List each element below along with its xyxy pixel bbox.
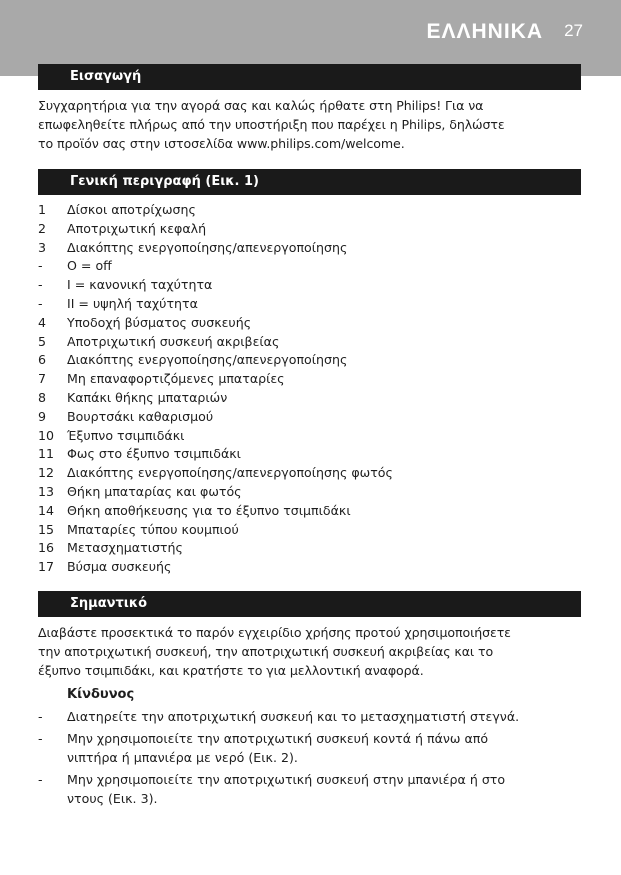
list-item <box>38 276 583 295</box>
warning-line: Διατηρείτε την αποτριχωτική συσκευή και το μετασχηματιστή στεγνά. <box>67 709 520 724</box>
important-line: έξυπνο τσιμπιδάκι, και κρατήστε το για μελλοντική αναφορά. <box>38 663 424 678</box>
item-text: Έξυπνο τσιμπιδάκι <box>67 427 185 443</box>
item-number: - <box>38 295 43 311</box>
item-text: Μπαταρίες τύπου κουμπιού <box>67 521 239 537</box>
item-number: - <box>38 277 43 293</box>
item-text: Καπάκι θήκης μπαταριών <box>67 389 228 405</box>
item-text: Αποτριχωτική κεφαλή <box>67 220 207 236</box>
list-item <box>38 770 583 808</box>
item-number: 1 <box>38 202 47 217</box>
item-text: Φως στο έξυπνο τσιμπιδάκι <box>67 446 241 462</box>
item-text: Δίσκοι αποτρίχωσης <box>67 202 196 217</box>
list-item <box>38 729 583 767</box>
item-number: 7 <box>38 371 47 387</box>
list-item <box>38 220 583 239</box>
item-number: 4 <box>38 314 47 330</box>
list-item <box>38 333 583 352</box>
item-text: I = κανονική ταχύτητα <box>67 277 213 293</box>
item-number: 13 <box>38 483 55 499</box>
item-text: Υποδοχή βύσματος συσκευής <box>67 314 252 330</box>
parts-list <box>38 201 583 577</box>
intro-line: το προϊόν σας στην ιστοσελίδα www.philips.com/welcome. <box>38 136 405 151</box>
item-number: 14 <box>38 502 55 518</box>
list-item <box>38 314 583 333</box>
section-heading-important: Σημαντικό <box>38 591 581 617</box>
item-number: 16 <box>38 540 55 556</box>
list-item <box>38 370 583 389</box>
list-item <box>38 502 583 521</box>
list-item <box>38 539 583 558</box>
list-item <box>38 521 583 540</box>
list-item <box>38 389 583 408</box>
item-text: O = off <box>67 258 112 274</box>
item-text: Βύσμα συσκευής <box>67 559 172 575</box>
intro-line: Συγχαρητήρια για την αγορά σας και καλώς ήρθατε στη Philips! Για να <box>38 98 484 113</box>
warning-line: Μην χρησιμοποιείτε την αποτριχωτική συσκευή στην μπανιέρα ή στο <box>67 772 506 787</box>
item-number: 15 <box>38 521 55 537</box>
list-item <box>38 483 583 502</box>
section-heading-general: Γενική περιγραφή (Εικ. 1) <box>38 169 581 195</box>
item-text: Θήκη μπαταρίας και φωτός <box>67 483 242 499</box>
list-item <box>38 351 583 370</box>
item-number: 9 <box>38 408 47 424</box>
important-paragraph <box>38 623 583 680</box>
list-item <box>38 408 583 427</box>
list-item <box>38 239 583 258</box>
danger-list <box>38 707 583 811</box>
item-number: 12 <box>38 465 55 481</box>
item-number: 10 <box>38 427 55 443</box>
item-text: Διακόπτης ενεργοποίησης/απενεργοποίησης <box>67 239 348 255</box>
list-item <box>38 201 583 220</box>
item-text: Μη επαναφορτιζόμενες μπαταρίες <box>67 371 285 387</box>
item-number: 17 <box>38 559 55 575</box>
bullet-dash: - <box>38 772 43 787</box>
item-number: 8 <box>38 389 47 405</box>
bullet-dash: - <box>38 731 43 746</box>
list-item <box>38 464 583 483</box>
item-number: 5 <box>38 333 47 349</box>
item-number: 11 <box>38 446 55 462</box>
list-item <box>38 257 583 276</box>
intro-line: επωφεληθείτε πλήρως από την υποστήριξη που παρέχει η Philips, δηλώστε <box>38 117 505 132</box>
bullet-dash: - <box>38 709 43 724</box>
warning-line: νιπτήρα ή μπανιέρα με νερό (Εικ. 2). <box>67 750 298 765</box>
section-heading-intro: Εισαγωγή <box>38 64 581 90</box>
item-text: Θήκη αποθήκευσης για το έξυπνο τσιμπιδάκι <box>67 502 351 518</box>
item-text: Βουρτσάκι καθαρισμού <box>67 408 214 424</box>
item-text: Διακόπτης ενεργοποίησης/απενεργοποίησης φωτός <box>67 465 393 481</box>
list-item <box>38 558 583 577</box>
important-line: την αποτριχωτική συσκευή, την αποτριχωτική συσκευή ακριβείας και το <box>38 644 494 659</box>
item-number: 6 <box>38 352 47 368</box>
item-text: Αποτριχωτική συσκευή ακριβείας <box>67 333 280 349</box>
list-item <box>38 445 583 464</box>
warning-line: ντους (Εικ. 3). <box>67 791 158 806</box>
item-number: - <box>38 258 43 274</box>
item-text: Διακόπτης ενεργοποίησης/απενεργοποίησης <box>67 352 348 368</box>
item-number: 3 <box>38 239 47 255</box>
list-item <box>38 427 583 446</box>
important-line: Διαβάστε προσεκτικά το παρόν εγχειρίδιο χρήσης προτού χρησιμοποιήσετε <box>38 625 511 640</box>
list-item <box>38 295 583 314</box>
item-number: 2 <box>38 220 47 236</box>
intro-paragraph <box>38 96 583 153</box>
page-number: 27 <box>564 21 583 40</box>
item-text: Μετασχηματιστής <box>67 540 183 556</box>
danger-heading: Κίνδυνος <box>67 687 135 702</box>
item-text: II = υψηλή ταχύτητα <box>67 295 198 311</box>
warning-line: Μην χρησιμοποιείτε την αποτριχωτική συσκευή κοντά ή πάνω από <box>67 731 489 746</box>
language-label: ΕΛΛΗΝΙΚΑ <box>426 20 543 43</box>
list-item <box>38 707 583 726</box>
